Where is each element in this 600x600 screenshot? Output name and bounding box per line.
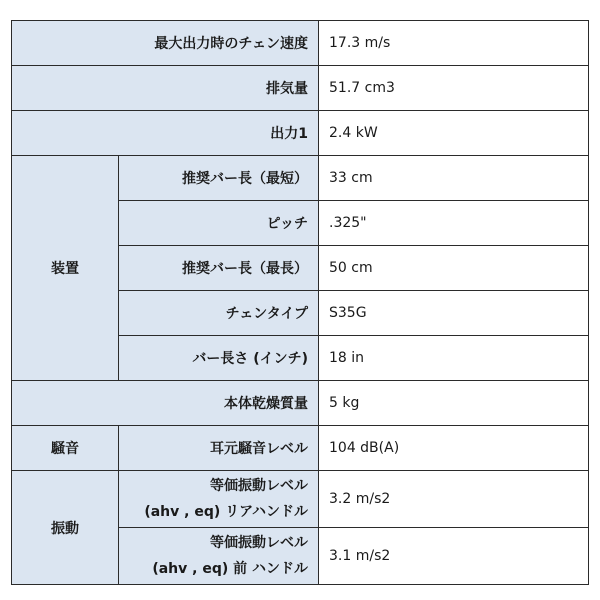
- row-value-chain-speed: 17.3 m/s: [319, 21, 589, 66]
- row-value-bar-length-inch: 18 in: [319, 336, 589, 381]
- table-row: [12, 21, 589, 66]
- table-row: [12, 111, 589, 156]
- row-value-vibration-front: 3.1 m/s2: [319, 528, 589, 585]
- row-value-dry-weight: 5 kg: [319, 381, 589, 426]
- row-label-bar-length-inch: バー長さ (インチ): [119, 336, 319, 381]
- row-label-vibration-rear-line1: 等価振動レベル: [210, 478, 308, 494]
- row-value-vibration-rear: 3.2 m/s2: [319, 471, 589, 528]
- table-row: [12, 426, 589, 471]
- row-label-vibration-front-line1: 等価振動レベル: [210, 535, 308, 551]
- group-label-vibration: 振動: [12, 471, 119, 585]
- row-value-displacement: 51.7 cm3: [319, 66, 589, 111]
- row-label-vibration-rear: [119, 471, 319, 528]
- table-row: [12, 381, 589, 426]
- row-value-bar-length-min: 33 cm: [319, 156, 589, 201]
- row-label-noise-level: 耳元騒音レベル: [119, 426, 319, 471]
- row-label-vibration-front-line2: (ahv , eq) 前 ハンドル: [152, 561, 308, 577]
- group-label-noise: 騒音: [12, 426, 119, 471]
- table-row: [12, 66, 589, 111]
- row-label-chain-type: チェンタイプ: [119, 291, 319, 336]
- row-label-vibration-front: [119, 528, 319, 585]
- row-value-pitch: .325": [319, 201, 589, 246]
- group-label-equipment: 装置: [12, 156, 119, 381]
- spec-table: [11, 20, 589, 585]
- row-label-dry-weight: 本体乾燥質量: [12, 381, 319, 426]
- row-label-vibration-rear-line2: (ahv , eq) リアハンドル: [144, 504, 308, 520]
- row-label-pitch: ピッチ: [119, 201, 319, 246]
- row-label-displacement: 排気量: [12, 66, 319, 111]
- row-value-power: 2.4 kW: [319, 111, 589, 156]
- row-value-noise-level: 104 dB(A): [319, 426, 589, 471]
- row-value-chain-type: S35G: [319, 291, 589, 336]
- row-label-bar-length-max: 推奨バー長（最長）: [119, 246, 319, 291]
- row-value-bar-length-max: 50 cm: [319, 246, 589, 291]
- table-row: [12, 471, 589, 528]
- table-row: [12, 156, 589, 201]
- row-label-chain-speed: 最大出力時のチェン速度: [12, 21, 319, 66]
- row-label-power: 出力1: [12, 111, 319, 156]
- row-label-bar-length-min: 推奨バー長（最短）: [119, 156, 319, 201]
